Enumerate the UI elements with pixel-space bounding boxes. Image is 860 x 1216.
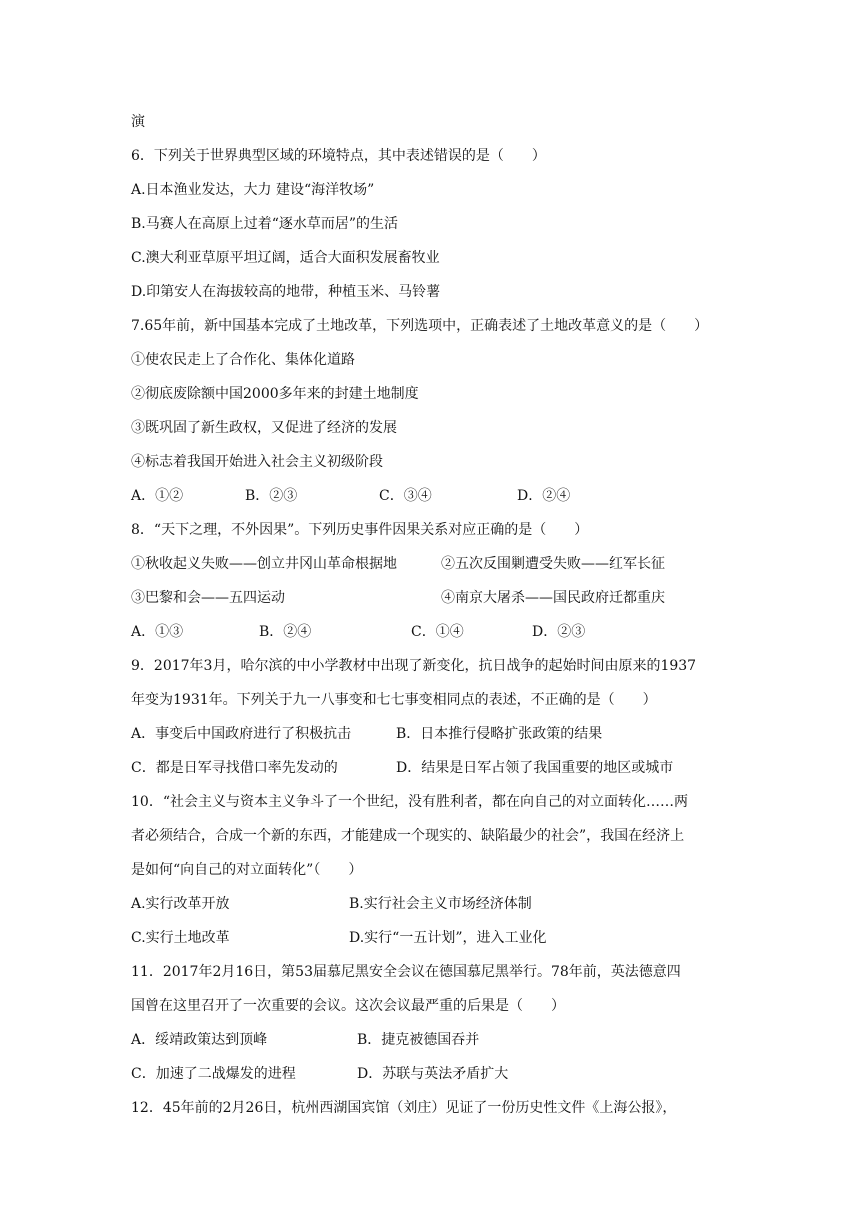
question-9-option-c: C．都是日军寻找借口率先发动的 (131, 760, 338, 776)
question-9-option-d: D．结果是日军占领了我国重要的地区或城市 (396, 760, 674, 776)
question-11-option-d: D．苏联与英法矛盾扩大 (357, 1066, 509, 1082)
question-10-stem-line-2: 者必须结合，合成一个新的东西，才能建成一个现实的、缺陷最少的社会”，我国在经济上 (131, 828, 685, 844)
question-8-item-3: ③巴黎和会——五四运动 (131, 590, 285, 606)
question-7-option-b: B．②③ (245, 488, 298, 504)
question-8-stem: 8．“天下之理，不外因果”。下列历史事件因果关系对应正确的是（ ） (131, 522, 589, 538)
question-6-stem: 6．下列关于世界典型区域的环境特点，其中表述错误的是（ ） (131, 148, 546, 164)
question-6-option-b: B.马赛人在高原上过着“逐水草而居”的生活 (131, 216, 399, 232)
question-10-stem-line-1: 10．“社会主义与资本主义争斗了一个世纪，没有胜利者，都在向自己的对立面转化……两 (131, 794, 688, 810)
question-7-option-a: A．①② (131, 488, 184, 504)
question-10-option-c: C.实行土地改革 (131, 930, 230, 946)
question-6-option-d: D.印第安人在海拔较高的地带，种植玉米、马铃薯 (131, 284, 441, 300)
question-7-item-3: ③既巩固了新生政权，又促进了经济的发展 (131, 420, 397, 436)
question-8-option-a: A．①③ (131, 624, 184, 640)
question-11-stem-line-1: 11．2017年2月16日，第53届慕尼黑安全会议在德国慕尼黑举行。78年前，英法德意四 (131, 964, 681, 980)
question-8-option-c: C．①④ (411, 624, 464, 640)
question-11-option-c: C．加速了二战爆发的进程 (131, 1066, 296, 1082)
question-7-item-4: ④标志着我国开始进入社会主义初级阶段 (131, 454, 383, 470)
question-11-option-b: B．捷克被德国吞并 (357, 1032, 480, 1048)
question-8-item-2: ②五次反围剿遭受失败——红军长征 (441, 556, 665, 572)
question-10-option-a: A.实行改革开放 (131, 896, 230, 912)
question-12-stem-line-1: 12．45年前的2月26日，杭州西湖国宾馆（刘庄）见证了一份历史性文件《上海公报》， (131, 1100, 677, 1116)
question-6-option-c: C.澳大利亚草原平坦辽阔，适合大面积发展畜牧业 (131, 250, 440, 266)
question-10-option-b: B.实行社会主义市场经济体制 (349, 896, 532, 912)
question-7-option-c: C．③④ (379, 488, 432, 504)
question-9-option-a: A．事变后中国政府进行了积极抗击 (131, 726, 352, 742)
question-7-stem: 7.65年前，新中国基本完成了土地改革，下列选项中，正确表述了土地改革意义的是（ ） (131, 318, 709, 334)
question-11-option-a: A．绥靖政策达到顶峰 (131, 1032, 268, 1048)
question-8-option-d: D．②③ (532, 624, 586, 640)
question-10-option-d: D.实行“一五计划”，进入工业化 (349, 930, 547, 946)
question-9-stem-line-1: 9．2017年3月，哈尔滨的中小学教材中出现了新变化，抗日战争的起始时间由原来的1937 (131, 658, 697, 674)
question-9-stem-line-2: 年变为1931年。下列关于九一八事变和七七事变相同点的表述，不正确的是（ ） (131, 692, 657, 708)
question-6-option-a: A.日本渔业发达，大力 建设“海洋牧场” (131, 182, 375, 198)
question-7-item-1: ①使农民走上了合作化、集体化道路 (131, 352, 355, 368)
question-7-option-d: D．②④ (517, 488, 571, 504)
question-8-item-1: ①秋收起义失败——创立井冈山革命根据地 (131, 556, 397, 572)
question-9-option-b: B．日本推行侵略扩张政策的结果 (396, 726, 603, 742)
text-line: 演 (131, 114, 145, 130)
question-8-item-4: ④南京大屠杀——国民政府迁都重庆 (441, 590, 665, 606)
question-11-stem-line-2: 国曾在这里召开了一次重要的会议。这次会议最严重的后果是（ ） (131, 998, 565, 1014)
question-10-stem-line-3: 是如何“向自己的对立面转化”（ ） (131, 862, 363, 878)
question-8-option-b: B．②④ (259, 624, 312, 640)
question-7-item-2: ②彻底废除额中国2000多年来的封建土地制度 (131, 386, 419, 402)
